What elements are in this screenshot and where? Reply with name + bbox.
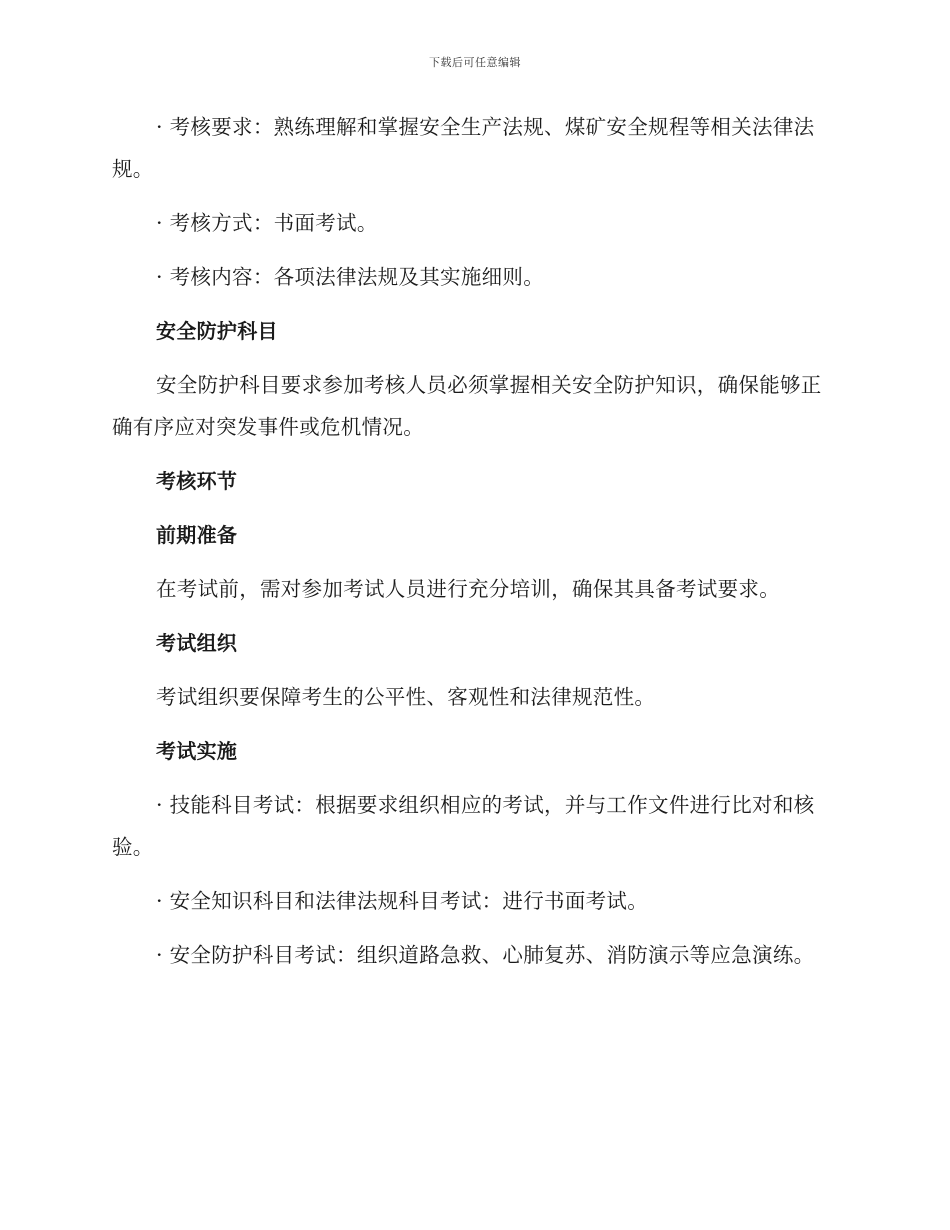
bullet-assessment-requirement: · 考核要求：熟练理解和掌握安全生产法规、煤矿安全规程等相关法律法规。 [112, 115, 815, 181]
bullet-assessment-content: · 考核内容：各项法律法规及其实施细则。 [156, 265, 545, 289]
section-heading-exam-implementation: 考试实施 [156, 739, 238, 763]
paragraph-safety-protection: 安全防护科目要求参加考核人员必须掌握相关安全防护知识，确保能够正确有序应对突发事件或危机情况。 [112, 373, 822, 439]
section-heading-assessment-stages: 考核环节 [156, 469, 238, 493]
paragraph-exam-organization: 考试组织要保障考生的公平性、客观性和法律规范性。 [156, 685, 656, 709]
section-heading-safety-protection: 安全防护科目 [156, 319, 278, 343]
page-header-note: 下载后可任意编辑 [429, 56, 521, 69]
bullet-assessment-method: · 考核方式：书面考试。 [156, 211, 378, 235]
section-heading-exam-organization: 考试组织 [156, 631, 238, 655]
bullet-safety-protection-exam: · 安全防护科目考试：组织道路急救、心肺复苏、消防演示等应急演练。 [156, 943, 815, 967]
bullet-skill-exam: · 技能科目考试：根据要求组织相应的考试，并与工作文件进行比对和核验。 [112, 793, 815, 859]
bullet-knowledge-law-exam: · 安全知识科目和法律法规科目考试：进行书面考试。 [156, 889, 649, 913]
section-heading-preparation: 前期准备 [156, 523, 238, 547]
paragraph-preparation: 在考试前，需对参加考试人员进行充分培训，确保其具备考试要求。 [156, 577, 780, 601]
document-body [112, 106, 832, 988]
